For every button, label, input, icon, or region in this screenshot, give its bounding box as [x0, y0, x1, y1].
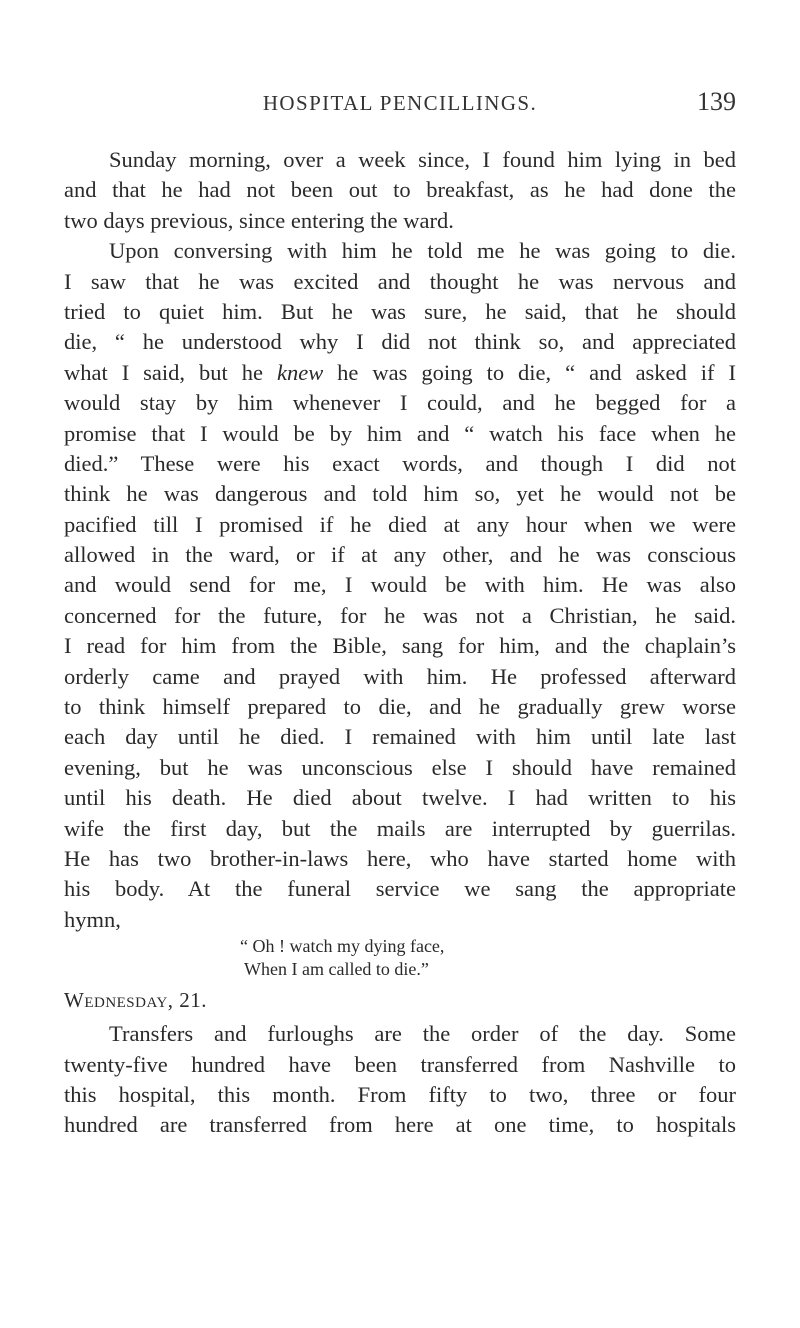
text-line: this hospital, this month. From fifty to two, three or four [64, 1081, 736, 1107]
text-line: two days previous, since entering the ward. [64, 207, 454, 233]
date-heading-date: , 21. [167, 988, 208, 1013]
text-fragment: he was going to die, “ and asked if I [323, 359, 736, 385]
text-line: allowed in the ward, or if at any other, and he was conscious [64, 542, 736, 568]
text-line: orderly came and prayed with him. He professed afterward [64, 663, 736, 689]
text-line: evening, but he was unconscious else I should have remained [64, 754, 736, 780]
text-line: twenty-five hundred have been transferred from Nashville to [64, 1051, 736, 1077]
text-line: would stay by him whenever I could, and he begged for a [64, 390, 736, 416]
text-line: hymn, [64, 906, 121, 932]
text-line: I saw that he was excited and thought he was nervous and [64, 268, 736, 294]
text-line: concerned for the future, for he was not a Christian, he said. [64, 602, 736, 628]
text-line: until his death. He died about twelve. I had written to his [64, 785, 736, 811]
text-fragment: what I said, but he [64, 359, 277, 385]
text-line: think he was dangerous and told him so, yet he would not be [64, 481, 736, 507]
running-title: HOSPITAL PENCILLINGS. [262, 91, 538, 115]
text-line: pacified till I promised if he died at any hour when we were [64, 511, 736, 537]
text-line: die, “ he understood why I did not think so, and appreciated [64, 329, 736, 355]
text-line: I read for him from the Bible, sang for him, and the chaplain’s [64, 633, 736, 659]
text-line: tried to quiet him. But he was sure, he said, that he should [64, 298, 736, 324]
text-line: Transfers and furloughs are the order of the day. Some [109, 1021, 736, 1047]
text-line: promise that I would be by him and “ watch his face when he [64, 420, 736, 446]
body-text [64, 145, 736, 1141]
text-line: Upon conversing with him he told me he was going to die. [109, 238, 736, 264]
text-line: to think himself prepared to die, and he gradually grew worse [64, 694, 736, 720]
text-line: died.” These were his exact words, and though I did not [64, 450, 736, 476]
text-line: and that he had not been out to breakfast, as he had done the [64, 177, 736, 203]
text-line: Sunday morning, over a week since, I found him lying in bed [109, 147, 736, 172]
verse-line: “ Oh ! watch my dying face, [240, 936, 445, 957]
page-header [64, 88, 736, 122]
text-line: and would send for me, I would be with him. He was also [64, 572, 736, 598]
verse-line: When I am called to die.” [244, 959, 429, 980]
date-heading [64, 985, 736, 1019]
text-line: wife the first day, but the mails are interrupted by guerrilas. [64, 815, 736, 841]
text-line: each day until he died. I remained with him until late last [64, 724, 736, 750]
text-line: hundred are transferred from here at one time, to hospitals [64, 1112, 736, 1138]
text-line [64, 358, 736, 388]
text-line: He has two brother-in-laws here, who have started home with [64, 845, 736, 871]
text-line: his body. At the funeral service we sang the appropriate [64, 876, 736, 902]
page-number: 139 [697, 87, 736, 116]
date-heading-day: Wednesday [64, 988, 168, 1013]
emphasized-word: knew [276, 359, 324, 385]
